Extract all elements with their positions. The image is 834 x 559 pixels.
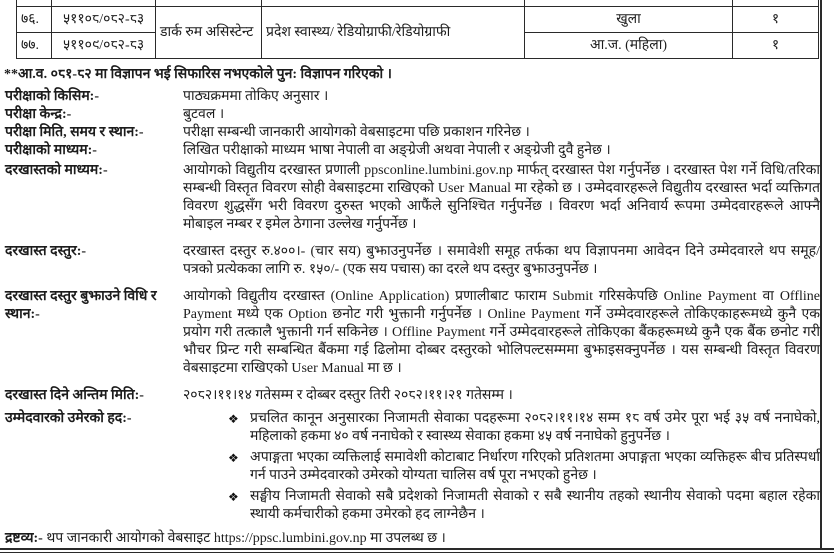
detail-value: परीक्षा सम्बन्धी जानकारी आयोगको वेबसाइटमा पछि प्रकाशन गरिनेछ । bbox=[183, 125, 530, 140]
bullet-text: अपाङ्गता भएका व्यक्तिलाई समावेशी कोटाबाट निर्धारण गरिएको प्रतिशतमा अपाङ्गता भएका व्यक्तिहरू बीच प्रतिस्पर्धा गर्न पाउने उम्मेदवारको उमेरको योग्यता चालिस वर्ष पूरा नभएको हुनेछ । bbox=[250, 450, 820, 483]
category-cell: खुला bbox=[525, 7, 733, 33]
page-bottom-rule-thin bbox=[0, 552, 834, 553]
list-item bbox=[228, 410, 820, 446]
detail-label: परीक्षा मिति, समय र स्थान:- bbox=[5, 125, 144, 140]
service-group-cell: प्रदेश स्वास्थ्य/ रेडियोग्राफी/रेडियोग्राफी bbox=[262, 7, 525, 59]
page-bottom-rule bbox=[0, 548, 834, 550]
detail-label: परीक्षाको किसिम:- bbox=[5, 89, 100, 104]
detail-value: पाठ्यक्रममा तोकिए अनुसार । bbox=[183, 89, 329, 104]
advert-no-cell: ५११०८/०८२-८३ bbox=[52, 7, 156, 33]
readvertise-note: **आ.व. ०८१-८२ मा विज्ञापन भई सिफारिस नभएकोले पुन: विज्ञापन गरिएको । bbox=[4, 67, 392, 82]
footnote bbox=[5, 530, 834, 548]
detail-label: उम्मेदवारको उमेरको हद:- bbox=[5, 411, 132, 426]
page-right-border bbox=[820, 0, 822, 549]
detail-row-exam-center bbox=[5, 106, 820, 124]
sn-cell: ७७. bbox=[17, 33, 52, 59]
advert-no-cell: ५११०९/०८२-८३ bbox=[52, 33, 156, 59]
detail-row-age-limit bbox=[5, 410, 820, 527]
detail-row-application-medium bbox=[5, 162, 820, 234]
footnote-text: थप जानकारी आयोगको वेबसाइट https://ppsc.lumbini.gov.np मा उपलब्ध छ । bbox=[42, 531, 446, 546]
detail-row-fee-payment-method bbox=[5, 288, 820, 378]
detail-value: लिखित परीक्षाको माध्यम भाषा नेपाली वा अङ्ग्रेजी अथवा नेपाली र अङ्ग्रेजी दुवै हुनेछ । bbox=[183, 143, 611, 158]
detail-label: दरखास्त दस्तुर:- bbox=[5, 244, 87, 259]
list-item bbox=[228, 488, 820, 524]
detail-row-application-fee bbox=[5, 243, 820, 279]
footnote-label: द्रष्टव्य:- bbox=[5, 531, 43, 546]
notice-details bbox=[5, 88, 820, 527]
count-cell: १ bbox=[733, 7, 819, 33]
detail-label: परीक्षा केन्द्र:- bbox=[5, 107, 72, 122]
table-row bbox=[17, 7, 819, 33]
detail-label: दरखास्तको माध्यम:- bbox=[5, 163, 108, 178]
count-cell: १ bbox=[733, 33, 819, 59]
list-item bbox=[228, 449, 820, 485]
vacancy-table bbox=[16, 0, 819, 59]
detail-value: २०८२।११।१४ गतेसम्म र दोब्बर दस्तुर तिरी २०८२।११।२१ गतेसम्म । bbox=[183, 388, 513, 403]
sn-cell: ७६. bbox=[17, 7, 52, 33]
detail-row-exam-date bbox=[5, 124, 820, 142]
category-cell: आ.ज. (महिला) bbox=[525, 33, 733, 59]
post-cell: डार्क रुम असिस्टेन्ट bbox=[156, 7, 262, 59]
diamond-bullet-icon: ❖ bbox=[228, 412, 239, 426]
detail-label: परीक्षाको माध्यम:- bbox=[5, 143, 97, 158]
detail-label: दरखास्त दिने अन्तिम मिति:- bbox=[5, 388, 144, 403]
age-limit-bullets bbox=[183, 410, 820, 527]
detail-value: आयोगको विद्युतीय दरखास्त प्रणाली ppsconline.lumbini.gov.np मार्फत् दरखास्त पेश गर्नुपर्नेछ । दरखास्त पेश गर्ने विधि/तरिका सम्बन्धी विस्तृत विवरण सोही वेबसाइटमा राखिएको User Manual मा रहेको छ । उम्मेदवारहरूले विद्युतीय दरखास्त भर्दा व्यक्तिगत विवरण शुद्धसँग भरी विवरण दुरुस्त भएको आफैंले सुनिश्चित गर्नुपर्नेछ । विवरण भर्दा अनिवार्य रूपमा उम्मेदवारहरूले आफ्नै मोबाइल नम्बर र इमेल ठेगाना उल्लेख गर्नुपर्नेछ । bbox=[183, 163, 820, 232]
bullet-text: सङ्घीय निजामती सेवाको सबै प्रदेशको निजामती सेवाको र सबै स्थानीय तहको स्थानीय सेवाको पदमा बहाल रहेका स्थायी कर्मचारीको हकमा उमेरको हद लाग्नेछैन । bbox=[250, 489, 820, 522]
detail-label: दरखास्त दस्तुर बुझाउने विधि र स्थान:- bbox=[5, 289, 157, 322]
detail-value: आयोगको विद्युतीय दरखास्त (Online Application) प्रणालीबाट फाराम Submit गरिसकेपछि Online Payment वा Offline Payment मध्ये एक Option छनोट गरी भुक्तानी गर्नुपर्नेछ । Online Payment गर्ने उम्मेदवारहरूले तोकिएकाहरूमध्ये कुनै एक प्रयोग गरी तत्कालै भुक्तानी गर्न सकिनेछ । Offline Payment गर्ने उम्मेदवारहरूले तोकिएका बैंकहरूमध्ये कुनै एक बैंक छनोट गरी भौचर प्रिन्ट गरी सम्बन्धित बैंकमा गई ढिलोमा दोब्बर दस्तुरको भोलिपल्टसम्ममा बुझाइसक्नुपर्नेछ । यस सम्बन्धी विस्तृत विवरण वेबसाइटमा राखिएको User Manual मा छ । bbox=[183, 289, 820, 376]
diamond-bullet-icon: ❖ bbox=[228, 490, 239, 504]
detail-row-deadline bbox=[5, 387, 820, 405]
detail-row-exam-medium bbox=[5, 142, 820, 160]
detail-value: दरखास्त दस्तुर रु.४००।- (चार सय) बुझाउनुपर्नेछ । समावेशी समूह तर्फका थप विज्ञापनमा आवेदन दिने उम्मेदवारले थप समूह/पत्रको प्रत्येकका लागि रु. १५०/- (एक सय पचास) का दरले थप दस्तुर बुझाउनुपर्नेछ । bbox=[183, 244, 820, 277]
detail-value: बुटवल । bbox=[183, 107, 225, 122]
diamond-bullet-icon: ❖ bbox=[228, 451, 239, 465]
detail-row-exam-type bbox=[5, 88, 820, 106]
bullet-text: प्रचलित कानून अनुसारका निजामती सेवाका पदहरूमा २०८२।११।१४ सम्म १८ वर्ष उमेर पूरा भई ३५ वर्ष ननाघेको, महिलाको हकमा ४० वर्ष ननाघेको र स्वास्थ्य सेवाका हकमा ४५ वर्ष ननाघेको हुनुपर्नेछ । bbox=[250, 411, 820, 444]
